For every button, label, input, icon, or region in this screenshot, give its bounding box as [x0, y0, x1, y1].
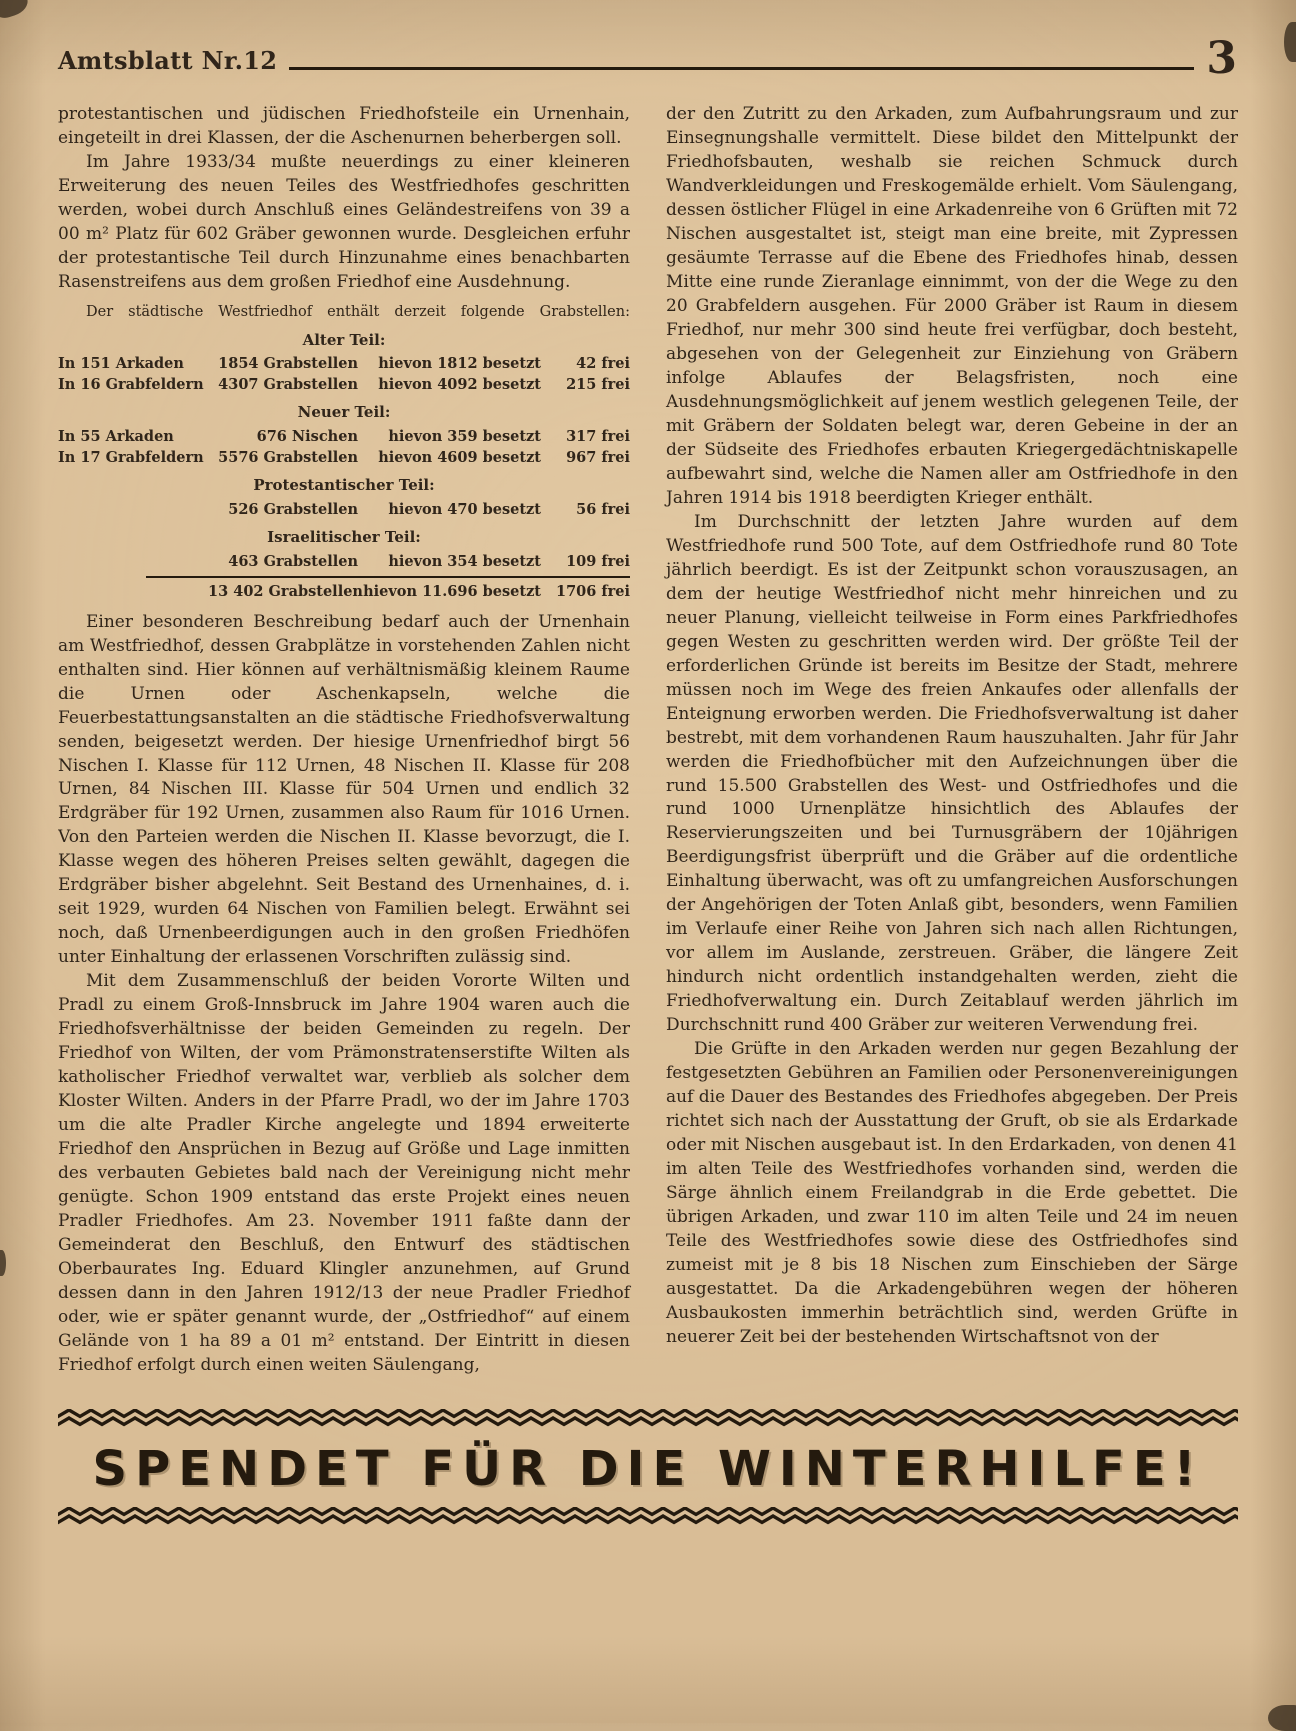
cell-free: 967 frei: [566, 449, 630, 467]
table-row: [58, 499, 630, 520]
table-row: [58, 374, 630, 395]
cell-place: [58, 551, 208, 572]
scan-artifact: [1268, 1705, 1296, 1731]
masthead-rule: [289, 67, 1194, 70]
cell-occupied: hievon 4609 besetzt: [378, 449, 541, 467]
table-section-title: Neuer Teil:: [297, 403, 391, 422]
table-sum-rule: [146, 576, 630, 578]
table-section-title: Alter Teil:: [302, 330, 386, 349]
table-intro: Der städtische Westfriedhof enthält derzeit folgende Grabstellen:: [86, 304, 630, 321]
cell-occupied: hievon 4092 besetzt: [378, 376, 541, 394]
paragraph: Im Jahre 1933/34 mußte neuerdings zu einer kleineren Erweiterung des neuen Teiles des Westfriedhofes geschritten werden, wobei durch Anschluß eines Geländestreifens von 39 a 00 m² Platz für 602 Gräber gewonnen wurde. Desgleichen erfuhr der protestantische Teil durch Hinzunahme eines benachbarten Rasenstreifens aus dem großen Friedhof eine Ausdehnung.: [58, 152, 630, 293]
cell-free: 42 frei: [576, 355, 630, 373]
cell-free: 56 frei: [576, 500, 630, 518]
cell-occupied: hievon 470 besetzt: [388, 500, 541, 518]
table-row: [58, 353, 630, 374]
cell-place: In 55 Arkaden: [58, 428, 174, 446]
banner-text: SPENDET FÜR DIE WINTERHILFE!: [92, 1441, 1204, 1498]
cell-free: 1706 frei: [555, 582, 630, 600]
table-row: [58, 426, 630, 447]
cell-plots: 463 Grabstellen: [228, 552, 358, 570]
grave-plot-table: [58, 330, 630, 602]
left-column: [58, 103, 630, 1393]
cell-occupied: hievon 359 besetzt: [388, 428, 541, 446]
paragraph: der den Zutritt zu den Arkaden, zum Aufbahrungsraum und zur Einsegnungshalle vermittelt. Diese bildet den Mittelpunkt der Friedhofsbauten, weshalb sie reichen Schmuck durch Wandverkleidungen und Freskogemälde erhielt. Vom Säulengang, dessen östlicher Flügel in eine Arkadenreihe von 6 Grüften mit 72 Nischen ausgestaltet ist, steigt man eine breite, mit Zypressen gesäumte Terrasse auf die Ebene des Friedhofes hinab, dessen Mitte eine runde Zieranlage einnimmt, von der die Wege zu den 20 Grabfeldern ausgehen. Für 2000 Gräber ist Raum in diesem Friedhof, nur mehr 300 sind heute frei verfügbar, doch besteht, abgesehen von der Gelegenheit zur Einziehung von Gräbern infolge Ablaufes der Belagsfristen, noch eine Ausdehnungsmöglichkeit auf jenem westlich gelegenen Teile, der mit Gräbern der Soldaten belegt war, deren Gebeine in der an der Südseite des Friedhofes erbauten Kriegergedächtniskapelle aufbewahrt sind, welche die Namen aller am Ostfriedhofe in den Jahren 1914 bis 1918 beerdigten Krieger enthält.: [666, 104, 1238, 508]
cell-place: [58, 499, 208, 520]
cell-plots: 13 402 Grabstellen: [208, 582, 363, 600]
paragraph: Die Grüfte in den Arkaden werden nur gegen Bezahlung der festgesetzten Gebühren an Familien oder Personenvereinigungen auf die Dauer des Bestandes des Friedhofes abgegeben. Der Preis richtet sich nach der Ausstattung der Gruft, ob sie als Erdarkade oder mit Nischen ausgebaut ist. In den Erdarkaden, von denen 41 im alten Teile des Westfriedhofes vorhanden sind, werden die Särge ähnlich einem Freilandgrab in die Erde gebettet. Die übrigen Arkaden, und zwar 110 im alten Teile und 24 im neuen Teile des Westfriedhofes sowie diese des Ostfriedhofes sind zumeist mit je 8 bis 18 Nischen zum Einschieben der Särge ausgestattet. Da die Arkadengebühren wegen der höheren Ausbaukosten immerhin beträchtlich sind, werden Grüfte in neuerer Zeit bei der bestehenden Wirtschaftsnot von der: [666, 1039, 1238, 1347]
cell-occupied: hievon 1812 besetzt: [378, 355, 541, 373]
cell-plots: 4307 Grabstellen: [218, 376, 358, 394]
paragraph: Im Durchschnitt der letzten Jahre wurden auf dem Westfriedhofe rund 500 Tote, auf dem Ostfriedhofe rund 80 Tote jährlich beerdigt. Es ist der Zeitpunkt schon vorauszusagen, an dem der heutige Westfriedhof nicht mehr hinreichen und zu neuer Planung, vielleicht teilweise in Form eines Parkfriedhofes gegen Westen zu geschritten werden wird. Der größte Teil der erforderlichen Gründe ist bereits im Besitze der Stadt, mehrere müssen noch im Wege des freien Ankaufes oder allenfalls der Enteignung erworben werden. Die Friedhofsverwaltung ist daher bestrebt, mit dem vorhandenen Raum hauszuhalten. Jahr für Jahr werden die Friedhofbücher mit den Aufzeichnungen über die rund 15.500 Grabstellen des West- und Ostfriedhofes und die rund 1000 Urnenplätze hinsichtlich des Ablaufes der Reservierungszeiten und bei Turnusgräbern der 10jährigen Beerdigungsfrist überprüft und die Gräber auf die ordentliche Einhaltung überwacht, was oft zu umfangreichen Ausforschungen der Angehörigen der Toten Anlaß gibt, besonders, wenn Familien im Verlaufe einer Reihe von Jahren sich nach allen Richtungen, vor allem im Auslande, zerstreuen. Gräber, die längere Zeit hindurch nicht ordentlich instandgehalten werden, zieht die Friedhofverwaltung ein. Durch Zeitablauf werden jährlich im Durchschnitt rund 400 Gräber zur weiteren Verwendung frei.: [666, 511, 1238, 1036]
cell-occupied: hievon 354 besetzt: [388, 552, 541, 570]
cell-plots: 1854 Grabstellen: [218, 355, 358, 373]
cell-place: In 17 Grabfeldern: [58, 449, 204, 467]
cell-plots: 526 Grabstellen: [228, 500, 358, 518]
zigzag-border-bottom: [58, 1507, 1238, 1525]
paragraph: Mit dem Zusammenschluß der beiden Vororte Wilten und Pradl zu einem Groß-Innsbruck im Jahre 1904 waren auch die Friedhofsverhältnisse der beiden Gemeinden zu regeln. Der Friedhof von Wilten, der vom Prämonstratenserstifte Wilten als katholischer Friedhof verwaltet war, verblieb als solcher dem Kloster Wilten. Anders in der Pfarre Pradl, wo der im Jahre 1703 um die alte Pradler Kirche angelegte und 1894 erweiterte Friedhof den Ansprüchen in Bezug auf Größe und Lage inmitten des verbauten Gebietes bald nach der Vereinigung nicht mehr genügte. Schon 1909 entstand das erste Projekt eines neuen Pradler Friedhofes. Am 23. November 1911 faßte dann der Gemeinderat den Beschluß, den Entwurf des städtischen Oberbaurates Ing. Eduard Klingler anzunehmen, auf Grund dessen dann in den Jahren 1912/13 der neue Pradler Friedhof oder, wie er später genannt wurde, der „Ostfriedhof“ auf einem Gelände von 1 ha 89 a 01 m² entstand. Der Eintritt in diesen Friedhof erfolgt durch einen weiten Säulengang,: [58, 971, 630, 1375]
zigzag-border-top: [58, 1409, 1238, 1427]
table-row: [58, 551, 630, 572]
masthead: [58, 33, 1238, 84]
table-section-title: Protestantischer Teil:: [253, 476, 435, 495]
winterhilfe-banner: [58, 1409, 1238, 1525]
cell-place: In 16 Grabfeldern: [58, 376, 204, 394]
cell-plots: 676 Nischen: [256, 428, 358, 446]
cell-free: 109 frei: [566, 552, 630, 570]
table-section-title: Israelitischer Teil:: [267, 527, 421, 546]
masthead-title: Amtsblatt Nr.12: [58, 46, 278, 76]
article-columns: [58, 103, 1238, 1393]
cell-free: 317 frei: [566, 428, 630, 446]
table-row: [58, 447, 630, 468]
right-column: [666, 103, 1238, 1393]
page-number: 3: [1206, 33, 1238, 84]
paragraph: protestantischen und jüdischen Friedhofsteile ein Urnenhain, eingeteilt in drei Klassen, der die Aschenurnen beherbergen soll.: [58, 104, 630, 149]
cell-place: In 151 Arkaden: [58, 355, 184, 373]
paragraph: Einer besonderen Beschreibung bedarf auch der Urnenhain am Westfriedhof, dessen Grabplätze in vorstehenden Zahlen nicht enthalten sind. Hier können auf verhältnismäßig kleinem Raume die Urnen oder Aschenkapseln, welche die Feuerbestattungsanstalten an die städtische Friedhofsverwaltung senden, beigesetzt werden. Der hiesige Urnenfriedhof birgt 56 Nischen I. Klasse für 112 Urnen, 48 Nischen II. Klasse für 208 Urnen, 84 Nischen III. Klasse für 504 Urnen und endlich 32 Erdgräber für 192 Urnen, zusammen also Raum für 1016 Urnen. Von den Parteien werden die Nischen II. Klasse bevorzugt, die I. Klasse wegen des höheren Preises selten gewählt, dagegen die Erdgräber bisher abgelehnt. Seit Bestand des Urnenhaines, d. i. seit 1929, wurden 64 Nischen von Familien belegt. Erwähnt sei noch, daß Urnenbeerdigungen auch in den großen Friedhöfen unter Einhaltung der erlassenen Vorschriften zulässig sind.: [58, 611, 630, 968]
cell-free: 215 frei: [566, 376, 630, 394]
cell-plots: 5576 Grabstellen: [218, 449, 358, 467]
cell-occupied: hievon 11.696 besetzt: [363, 582, 541, 600]
table-total-row: [58, 581, 630, 602]
cell-place: [58, 581, 208, 602]
scan-artifact: [1284, 22, 1296, 62]
